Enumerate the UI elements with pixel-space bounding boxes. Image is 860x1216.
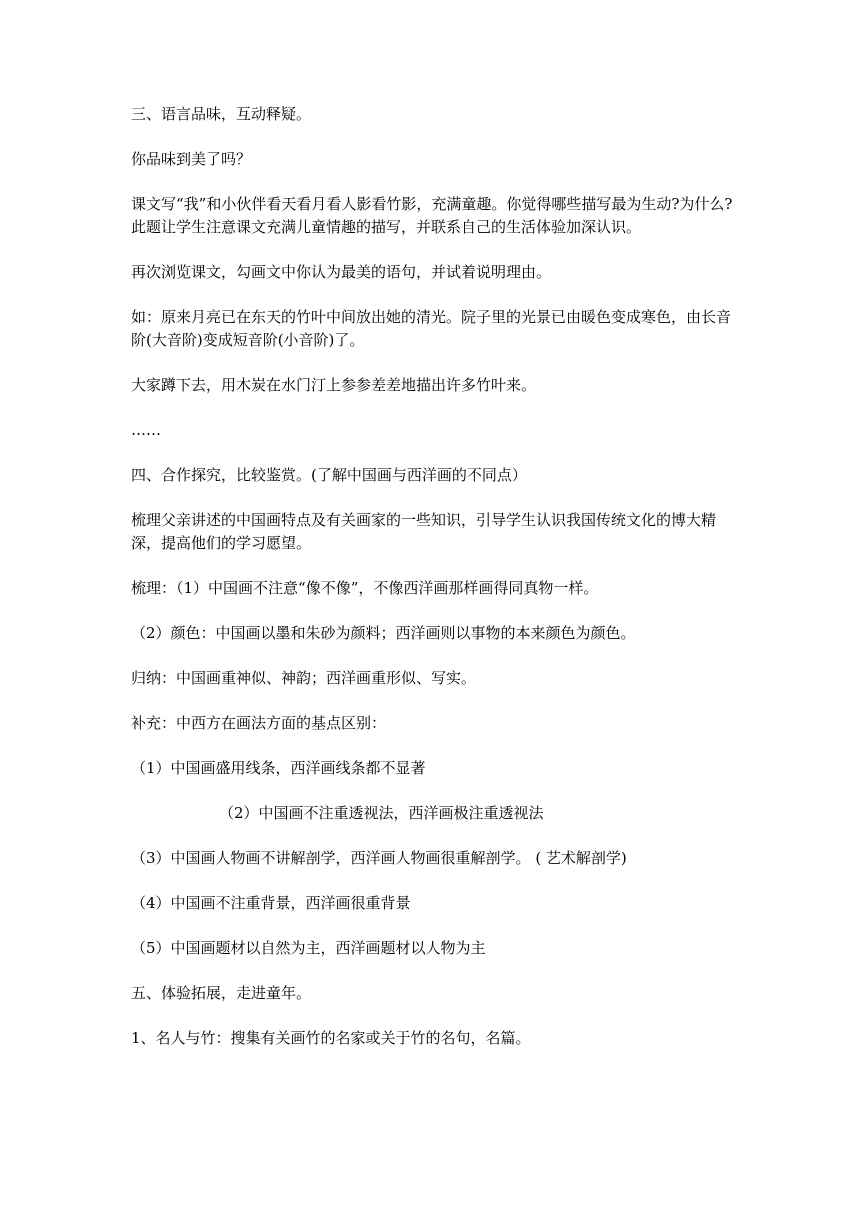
section-heading-three: 三、语言品味，互动释疑。 xyxy=(131,105,312,123)
supplement-item-two: （2）中国画不注重透视法，西洋画极注重透视法 xyxy=(219,804,544,822)
instruction-line: 再次浏览课文，勾画文中你认为最美的语句，并试着说明理由。 xyxy=(131,263,552,281)
ellipsis-line: …… xyxy=(131,421,161,439)
example-line: 大家蹲下去，用木炭在水门汀上参参差差地描出许多竹叶来。 xyxy=(131,376,537,394)
conclusion-line: 归纳：中国画重神似、神韵；西洋画重形似、写实。 xyxy=(131,669,477,687)
section-heading-four: 四、合作探究，比较鉴赏。(了解中国画与西洋画的不同点） xyxy=(131,466,527,484)
supplement-heading: 补充：中西方在画法方面的基点区别： xyxy=(131,714,387,732)
supplement-item-one: （1）中国画盛用线条，西洋画线条都不显著 xyxy=(131,759,426,777)
comparison-point-one: 梳理：（1）中国画不注意“像不像”，不像西洋画那样画得同真物一样。 xyxy=(131,579,599,597)
question-line: 你品味到美了吗？ xyxy=(131,150,252,168)
activity-line-one: 1、名人与竹：搜集有关画竹的名家或关于竹的名句，名篇。 xyxy=(131,1029,531,1047)
document-content xyxy=(131,103,737,1072)
supplement-item-three: （3）中国画人物画不讲解剖学，西洋画人物画很重解剖学。 ( 艺术解剖学) xyxy=(131,849,627,867)
lesson-paragraph: 课文写“我”和小伙伴看天看月看人影看竹影，充满童趣。你觉得哪些描写最为生动?为什么? 此题让学生注意课文充满儿童情趣的描写，并联系自己的生活体验加深认识。 xyxy=(131,195,733,236)
example-paragraph: 如：原来月亮已在东天的竹叶中间放出她的清光。院子里的光景已由暖色变成寒色，由长音阶(大音阶)变成短音阶(小音阶)了。 xyxy=(131,308,732,349)
comparison-point-two: （2）颜色：中国画以墨和朱砂为颜料；西洋画则以事物的本来颜色为颜色。 xyxy=(131,624,636,642)
supplement-item-five: （5）中国画题材以自然为主，西洋画题材以人物为主 xyxy=(131,939,486,957)
supplement-item-four: （4）中国画不注重背景，西洋画很重背景 xyxy=(131,894,411,912)
summary-paragraph: 梳理父亲讲述的中国画特点及有关画家的一些知识，引导学生认识我国传统文化的博大精深，提高他们的学习愿望。 xyxy=(131,511,717,552)
section-heading-five: 五、体验拓展，走进童年。 xyxy=(131,984,312,1002)
